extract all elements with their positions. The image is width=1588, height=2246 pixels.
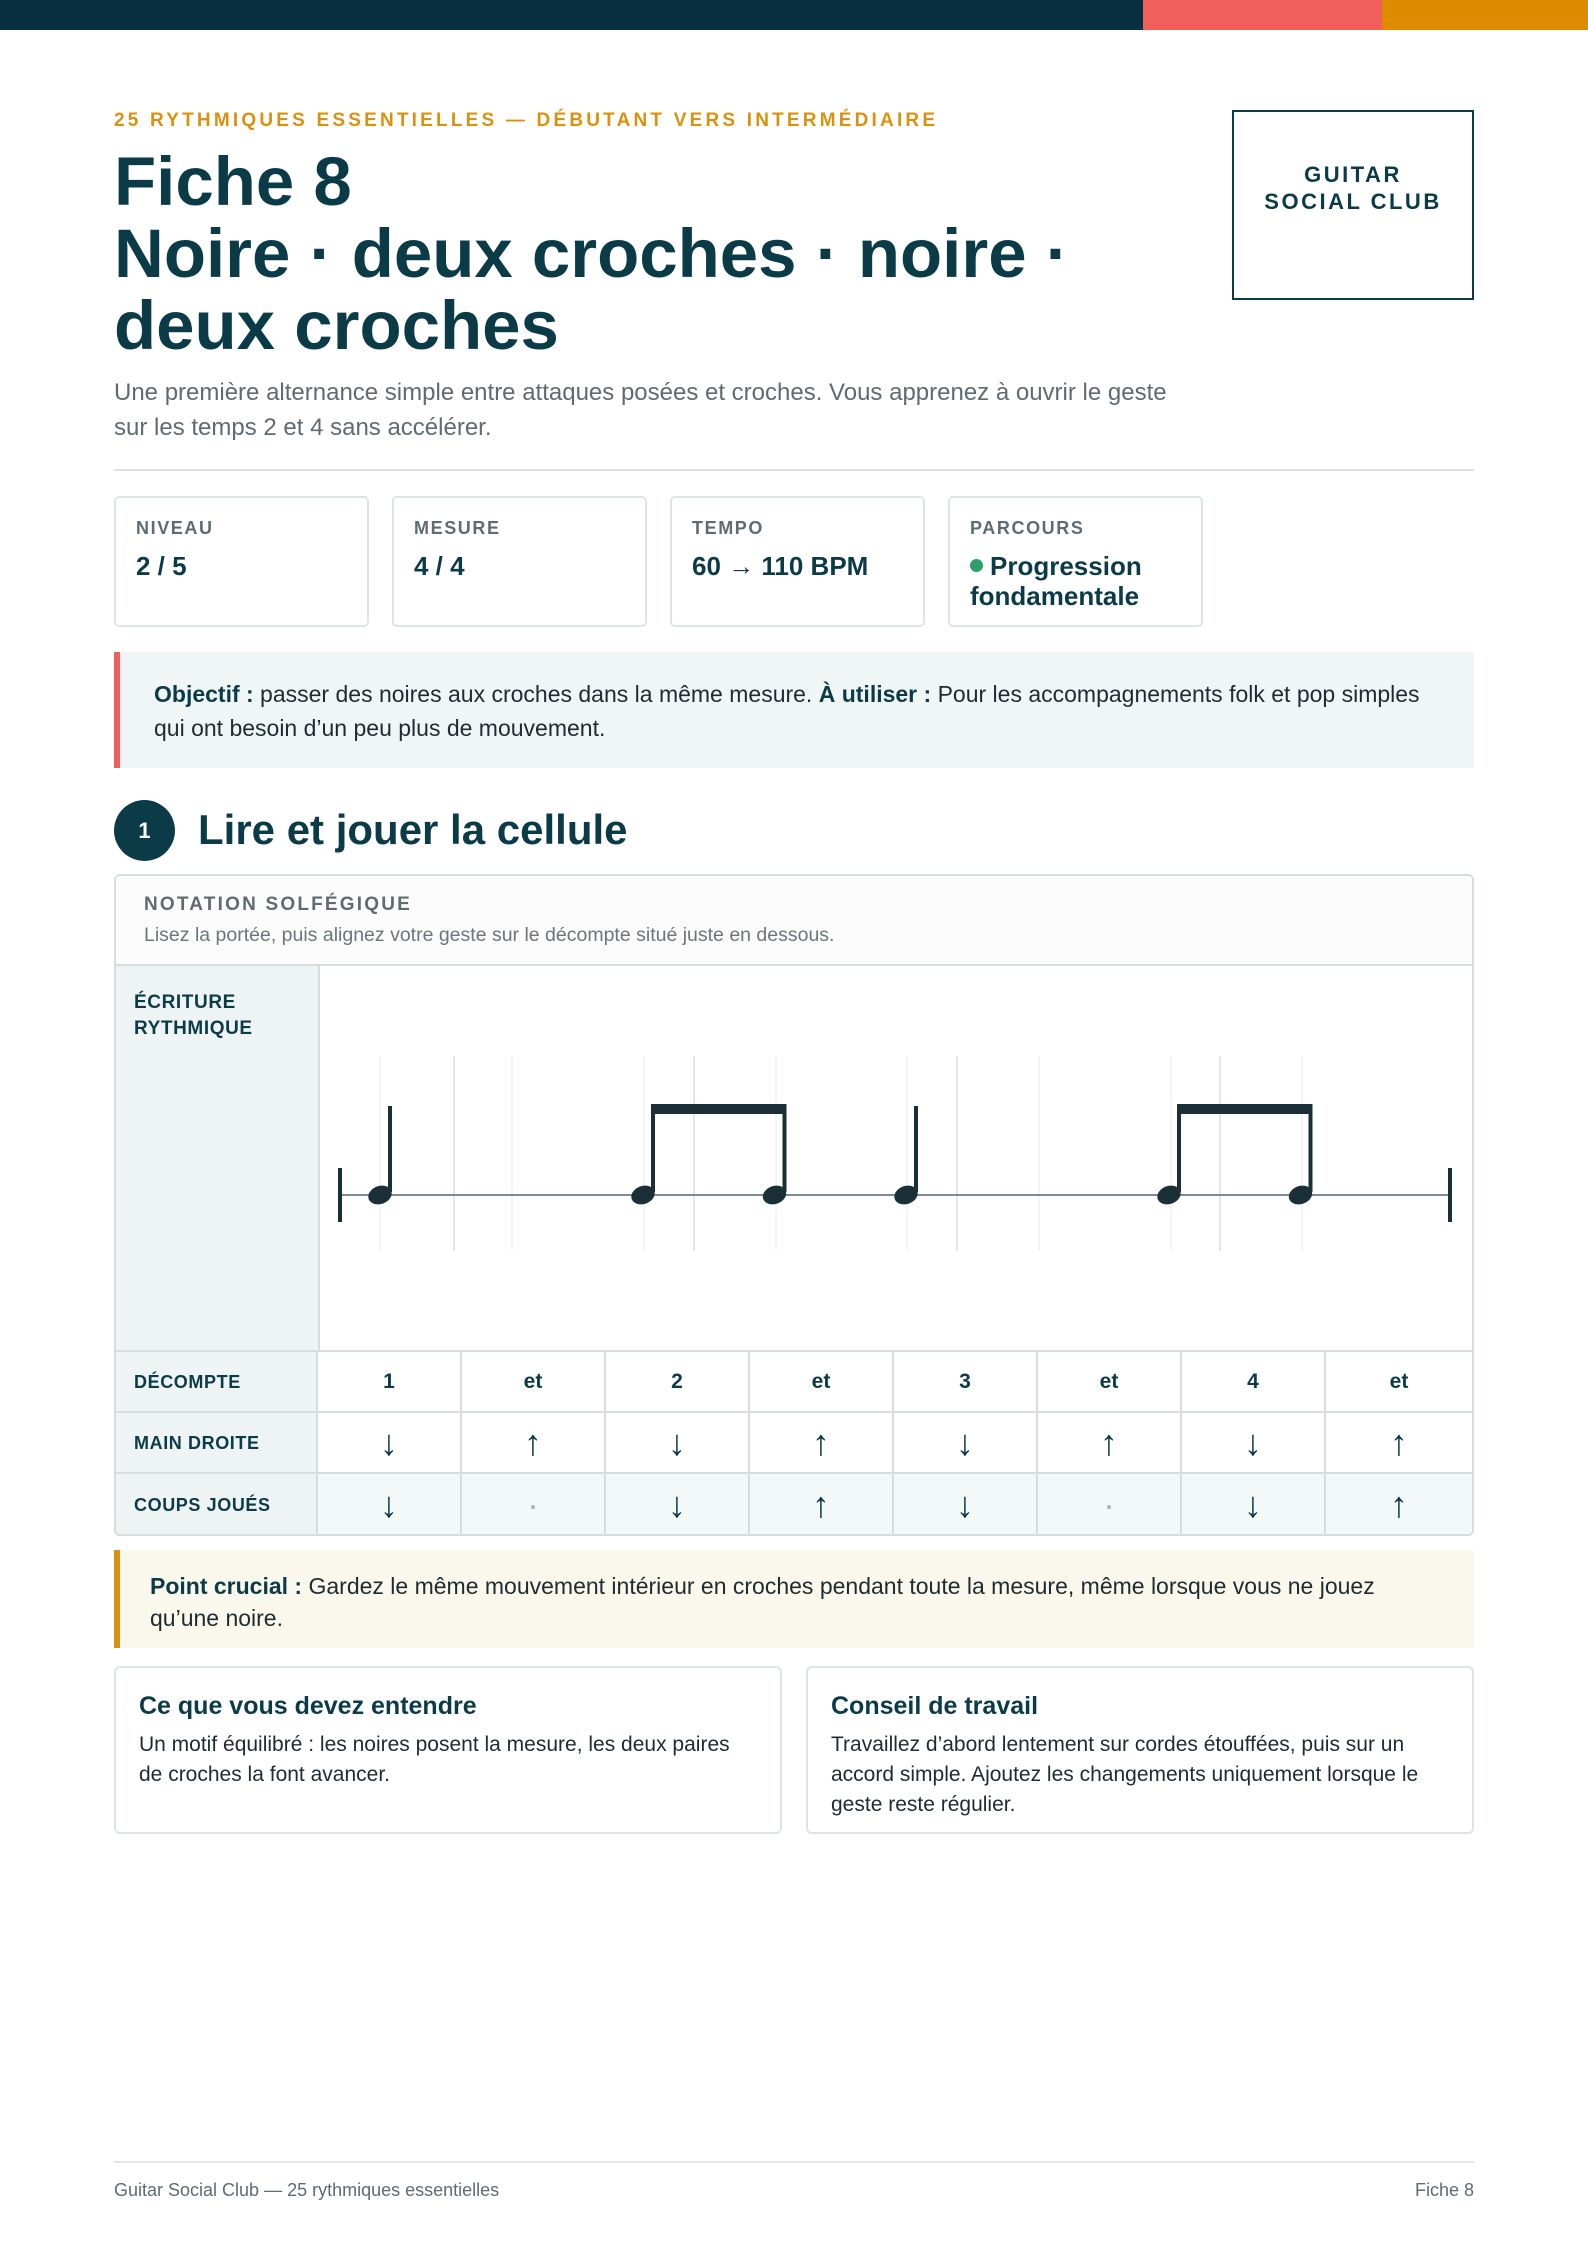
- status-dot-icon: [970, 559, 983, 572]
- up-arrow-icon: ↑: [1390, 1483, 1408, 1525]
- tip-title: Ce que vous devez entendre: [139, 1692, 477, 1720]
- rhythm-staff: [322, 966, 1472, 1352]
- panel-header: [116, 876, 1472, 966]
- staff-label-line-1: ÉCRITURE: [134, 992, 236, 1013]
- lead-text: Une première alternance simple entre attaques posées et croches. Vous apprenez à ouvrir le geste sur les temps 2 et 4 sans accélérer.: [114, 379, 1167, 441]
- panel-subtitle: Lisez la portée, puis alignez votre geste sur le décompte situé juste en dessous.: [144, 924, 835, 946]
- meta-cards: [114, 496, 1203, 627]
- down-arrow-icon: ↓: [894, 1474, 1038, 1535]
- count-cell: et: [750, 1352, 894, 1411]
- count-cell: 3: [894, 1352, 1038, 1411]
- right-hand-row-label: MAIN DROITE: [116, 1413, 318, 1472]
- top-bar-navy: [0, 0, 1143, 30]
- right-hand-row: [116, 1413, 1472, 1474]
- down-arrow-icon: ↓: [1182, 1413, 1326, 1472]
- up-arrow-icon: ↑: [1038, 1413, 1182, 1472]
- barline-start: [338, 1168, 342, 1222]
- meta-card-niveau: [114, 496, 369, 627]
- top-color-bar: [0, 0, 1588, 30]
- tip-text: Travaillez d’abord lentement sur cordes étouffées, puis sur un accord simple. Ajoutez les changements uniquement lorsque le geste reste régulier.: [831, 1733, 1419, 1816]
- meta-value: [970, 551, 1181, 611]
- down-arrow-icon: ↓: [318, 1413, 462, 1472]
- tip-card-listen: [114, 1666, 782, 1834]
- eighth-note-beam: [1177, 1104, 1313, 1114]
- up-arrow-icon: ↑: [750, 1413, 894, 1472]
- count-cell: 4: [1182, 1352, 1326, 1411]
- played-row-label: COUPS JOUÉS: [116, 1474, 318, 1535]
- down-arrow-icon: ↓: [606, 1413, 750, 1472]
- parcours-value: Progression fondamentale: [970, 551, 1142, 611]
- staff-row: [116, 966, 1472, 1352]
- count-cell: et: [462, 1352, 606, 1411]
- brand-logo: [1232, 110, 1474, 300]
- staff-guides: [380, 1056, 1302, 1251]
- count-row-label: DÉCOMPTE: [116, 1352, 318, 1411]
- top-bar-coral: [1143, 0, 1382, 30]
- count-cell: 2: [606, 1352, 750, 1411]
- top-bar-amber: [1382, 0, 1588, 30]
- logo-line-2: SOCIAL CLUB: [1264, 189, 1442, 214]
- meta-label: TEMPO: [692, 518, 765, 538]
- count-cell: et: [1389, 1369, 1409, 1393]
- panel-title: NOTATION SOLFÉGIQUE: [144, 894, 413, 915]
- meta-card-tempo: [670, 496, 925, 627]
- barline-end: [1448, 1168, 1452, 1222]
- eighth-note-beam: [651, 1104, 787, 1114]
- meta-label: NIVEAU: [136, 518, 214, 538]
- use-text: Pour les accompagnements folk et pop simples qui ont besoin d’un peu plus de mouvement.: [154, 681, 1420, 741]
- meta-value: 60 → 110 BPM: [692, 551, 869, 581]
- count-cell: et: [1038, 1352, 1182, 1411]
- objective-text: passer des noires aux croches dans la même mesure.: [253, 681, 819, 707]
- footer-page-label: Fiche 8: [1414, 2180, 1474, 2200]
- meta-value: 2 / 5: [136, 551, 187, 581]
- meta-value: 4 / 4: [414, 551, 465, 581]
- footer-left: Guitar Social Club — 25 rythmiques essentielles: [114, 2180, 500, 2200]
- section-number-badge: 1: [114, 800, 175, 861]
- use-label: À utiliser :: [818, 681, 932, 707]
- meta-card-parcours: [948, 496, 1203, 627]
- up-arrow-icon: ↑: [750, 1474, 894, 1535]
- key-point-label: Point crucial :: [150, 1573, 303, 1599]
- section-title: Lire et jouer la cellule: [198, 806, 628, 853]
- page-title: [114, 143, 1114, 364]
- tip-card-practice: [806, 1666, 1474, 1834]
- played-strokes-row: [116, 1474, 1472, 1535]
- footer-divider: [114, 2161, 1474, 2163]
- notation-panel: [114, 874, 1474, 1536]
- rest-dot-icon: ·: [462, 1474, 606, 1535]
- logo-line-1: GUITAR: [1304, 162, 1402, 187]
- count-cells: [318, 1352, 1472, 1411]
- down-arrow-icon: ↓: [606, 1474, 750, 1535]
- key-point-callout: [114, 1550, 1474, 1648]
- title-line-2: Noire · deux croches · noire ·: [114, 215, 1069, 292]
- count-cell: 1: [318, 1352, 462, 1411]
- title-line-3: deux croches: [114, 287, 559, 364]
- rest-dot-icon: ·: [1038, 1474, 1182, 1535]
- header-divider: [114, 469, 1474, 471]
- count-row: [116, 1352, 1472, 1413]
- meta-label: PARCOURS: [970, 518, 1085, 538]
- right-hand-cells: [318, 1413, 1472, 1472]
- staff-row-label: [116, 966, 320, 1350]
- down-arrow-icon: ↓: [1182, 1474, 1326, 1535]
- objective-label: Objectif :: [154, 681, 254, 707]
- down-arrow-icon: ↓: [894, 1413, 1038, 1472]
- meta-label: MESURE: [414, 518, 501, 538]
- meta-card-mesure: [392, 496, 647, 627]
- tip-title: Conseil de travail: [831, 1692, 1039, 1720]
- objective-callout: [114, 652, 1474, 768]
- key-point-text: Gardez le même mouvement intérieur en croches pendant toute la mesure, même lorsque vous ne jouez qu’une noire.: [150, 1573, 1375, 1631]
- rhythm-notes: [366, 1104, 1315, 1208]
- up-arrow-icon: ↑: [462, 1413, 606, 1472]
- series-eyebrow: 25 RYTHMIQUES ESSENTIELLES — DÉBUTANT VERS INTERMÉDIAIRE: [114, 110, 939, 131]
- tip-text: Un motif équilibré : les noires posent la mesure, les deux paires de croches la font avancer.: [139, 1733, 730, 1786]
- staff-label-line-2: RYTHMIQUE: [134, 1018, 253, 1039]
- up-arrow-icon: ↑: [1390, 1421, 1408, 1463]
- title-line-1: Fiche 8: [114, 143, 352, 220]
- played-cells: [318, 1474, 1472, 1535]
- down-arrow-icon: ↓: [318, 1474, 462, 1535]
